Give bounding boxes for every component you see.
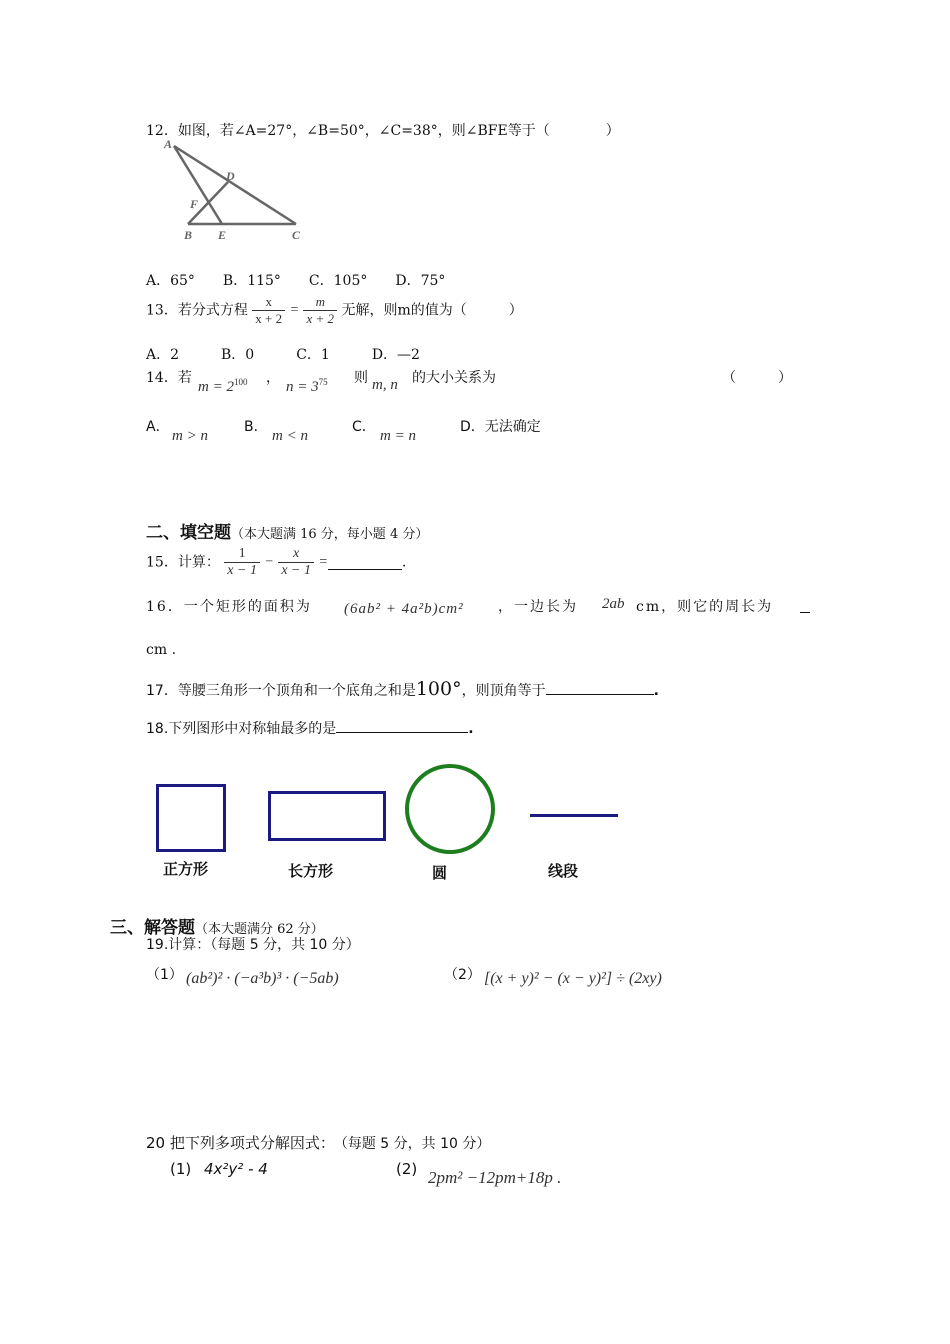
q17-suffix: ，则顶角等于 bbox=[461, 683, 546, 699]
q15-end: . bbox=[401, 554, 407, 571]
label-b: B bbox=[184, 228, 193, 242]
q16-unit-line: cm . bbox=[146, 642, 177, 658]
q14-option-a: m > n bbox=[172, 428, 208, 444]
q19-note: （每题 5 分，共 10 分） bbox=[210, 937, 360, 953]
q14-suffix: 的大小关系为 bbox=[412, 370, 496, 386]
q19-part2-label: （2） bbox=[444, 967, 481, 983]
q14-option-c-label: C． bbox=[352, 419, 376, 435]
q13-frac2-den: x + 2 bbox=[306, 311, 335, 326]
q17-text: 17．等腰三角形一个顶角和一个底角之和是 bbox=[146, 683, 416, 699]
q15-frac2-num: x bbox=[278, 546, 314, 563]
q16-side: 2ab bbox=[602, 596, 625, 612]
q13-prefix: 13．若分式方程 bbox=[146, 302, 248, 319]
label-a: A bbox=[164, 138, 173, 151]
q14-vars: m, n bbox=[372, 377, 398, 393]
q15-frac1-den: x − 1 bbox=[227, 563, 257, 578]
q17-answer-blank[interactable] bbox=[546, 680, 654, 695]
q14-n-expression bbox=[286, 377, 328, 396]
q16-middle: ，一边长为 bbox=[498, 599, 578, 615]
q20-part2-label: (2) bbox=[396, 1160, 418, 1178]
q16-suffix: cm，则它的周长为 bbox=[636, 599, 774, 615]
q15-fraction-2 bbox=[278, 546, 314, 579]
question-15 bbox=[146, 546, 406, 579]
question-17 bbox=[146, 678, 659, 702]
q14-m-expression bbox=[198, 377, 247, 396]
q16-prefix: 16．一个矩形的面积为 bbox=[146, 599, 312, 615]
square-shape bbox=[156, 784, 226, 852]
q14-n-exponent: 75 bbox=[318, 377, 328, 387]
rectangle-label: 长方形 bbox=[288, 862, 334, 880]
q13-frac2-num: m bbox=[303, 294, 337, 311]
q15-equals: = bbox=[318, 554, 328, 570]
q20-part1-label: (1) bbox=[170, 1160, 192, 1178]
q13-fraction-2 bbox=[303, 294, 337, 327]
question-13-options: A．2 B．0 C．1 D．—2 bbox=[146, 347, 420, 363]
q14-then: 则 bbox=[354, 370, 368, 386]
q15-answer-blank[interactable] bbox=[328, 555, 402, 570]
q13-frac1-num: x bbox=[252, 294, 285, 311]
q14-m-base: m = 2 bbox=[198, 379, 234, 395]
q13-fraction-1 bbox=[252, 294, 285, 327]
question-19-heading bbox=[146, 934, 360, 954]
q15-minus: − bbox=[264, 554, 274, 570]
q19-part2-expression: [(x + y)² − (x − y)²] ÷ (2xy) bbox=[484, 970, 662, 987]
q15-fraction-1 bbox=[224, 546, 260, 579]
q13-suffix: 无解，则m的值为（ ） bbox=[341, 302, 523, 319]
label-d: D bbox=[226, 169, 235, 183]
circle-shape bbox=[405, 764, 495, 854]
q14-option-b: m < n bbox=[272, 428, 308, 444]
question-12-options: A．65° B．115° C．105° D．75° bbox=[146, 273, 446, 289]
q20-title: 20 把下列多项式分解因式： bbox=[146, 1134, 335, 1152]
segment-label: 线段 bbox=[548, 862, 579, 880]
q14-n-base: n = 3 bbox=[286, 379, 319, 395]
q15-frac1-num: 1 bbox=[224, 546, 260, 563]
q17-end: . bbox=[653, 683, 659, 699]
q20-part1-expression: 4x²y² - 4 bbox=[204, 1160, 268, 1178]
q14-prefix: 14．若 bbox=[146, 370, 192, 386]
q18-answer-blank[interactable] bbox=[336, 718, 468, 733]
q14-option-b-label: B． bbox=[244, 419, 268, 435]
q14-comma: ， bbox=[266, 370, 280, 386]
rectangle-shape bbox=[268, 791, 386, 841]
q18-end: . bbox=[468, 721, 474, 737]
label-f: F bbox=[190, 197, 199, 211]
q20-part2-expression: 2pm² −12pm+18p . bbox=[428, 1168, 562, 1187]
q18-text: 18.下列图形中对称轴最多的是 bbox=[146, 721, 337, 737]
q14-option-a-label: A． bbox=[146, 419, 170, 435]
q14-option-d: D．无法确定 bbox=[460, 419, 541, 435]
line-segment-shape bbox=[530, 814, 618, 817]
question-12-text: 12．如图，若∠A=27°，∠B=50°，∠C=38°，则∠BFE等于（ ） bbox=[146, 123, 620, 139]
label-e: E bbox=[218, 228, 227, 242]
q19-title: 19.计算： bbox=[146, 937, 211, 953]
question-13 bbox=[146, 294, 523, 327]
q17-angle: 100° bbox=[415, 678, 462, 700]
section-2-note: （本大题满 16 分，每小题 4 分） bbox=[231, 527, 429, 542]
q13-equals: = bbox=[289, 302, 300, 318]
q20-note: （每题 5 分，共 10 分） bbox=[340, 1136, 491, 1152]
q14-answer-paren: （ ） bbox=[722, 370, 792, 386]
question-20-heading bbox=[146, 1132, 490, 1153]
q15-prefix: 15．计算： bbox=[146, 554, 220, 571]
q19-part1-expression: (ab²)² · (−a³b)³ · (−5ab) bbox=[186, 970, 339, 987]
circle-label: 圆 bbox=[432, 864, 448, 882]
square-label: 正方形 bbox=[163, 860, 209, 878]
section-2-heading bbox=[146, 518, 428, 543]
triangle-figure bbox=[160, 138, 310, 244]
q16-area-expression: (6ab² + 4a²b)cm² bbox=[344, 601, 464, 617]
q14-option-c: m = n bbox=[380, 428, 416, 444]
label-c: C bbox=[292, 228, 301, 242]
section-3-title: 三、解答题 bbox=[110, 918, 195, 938]
q14-m-exponent: 100 bbox=[233, 377, 248, 387]
section-2-title: 二、填空题 bbox=[146, 523, 231, 543]
q13-frac1-den: x + 2 bbox=[255, 311, 283, 326]
q19-part1-label: （1） bbox=[146, 967, 183, 983]
q15-frac2-den: x − 1 bbox=[281, 563, 311, 578]
side-ac bbox=[174, 146, 296, 224]
q16-answer-blank[interactable] bbox=[800, 612, 810, 613]
question-18 bbox=[146, 718, 474, 738]
section-3-note: （本大题满分 62 分） bbox=[195, 922, 324, 937]
